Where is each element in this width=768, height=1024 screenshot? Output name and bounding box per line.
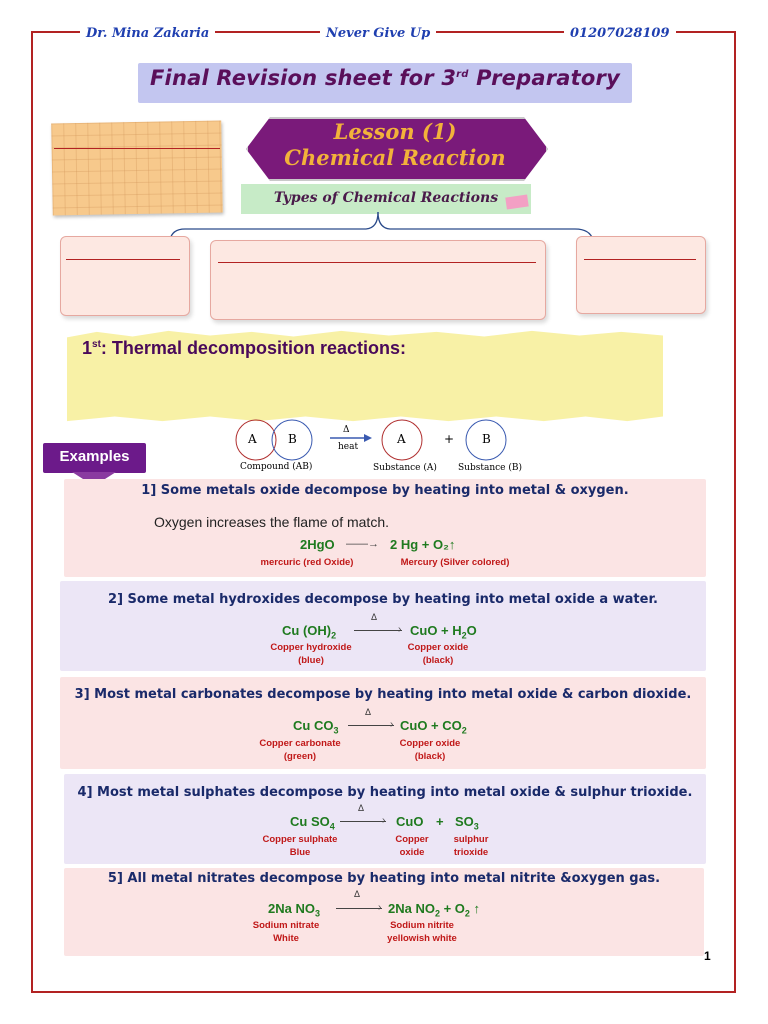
example-4-delta: Δ: [358, 803, 365, 813]
example-2-arrowhead: ›: [398, 624, 402, 635]
example-1-arrow: ——→: [346, 538, 379, 550]
example-4-product-b: $SO_3$: [455, 814, 479, 832]
type-box-2: [210, 240, 546, 320]
example-5-reactant: 2Na $NO_3$: [268, 901, 320, 919]
example-3-label-right-color: (black): [414, 751, 446, 762]
example-3-label-left-name: Copper carbonate: [259, 738, 341, 749]
section-heading: [82, 338, 406, 359]
types-heading: Types of Chemical Reactions: [273, 190, 499, 206]
example-2-label-left: [256, 641, 366, 667]
example-3-label-left-color: (green): [283, 751, 317, 762]
example-5-arrowhead: ›: [378, 902, 382, 913]
example-4-label-left-color: Blue: [289, 847, 311, 858]
label-compound: Compound (AB): [240, 462, 313, 472]
example-5-delta: Δ: [354, 889, 361, 899]
example-4-label-mid-1: Copper: [395, 834, 429, 845]
example-4-plus: +: [436, 814, 444, 829]
example-4-arrowhead: ›: [382, 815, 386, 826]
diagram-heat: heat: [338, 442, 359, 452]
example-3-reactant: Cu $CO_3$: [293, 718, 339, 736]
title-sup: rd: [456, 69, 469, 80]
example-4-label-mid: [387, 833, 437, 859]
example-2-delta: Δ: [371, 612, 378, 622]
example-4-label-mid-2: oxide: [399, 847, 425, 858]
label-substance-b: Substance (B): [458, 463, 522, 473]
diagram-a: A: [248, 432, 257, 446]
example-4-label-right-1: sulphur: [453, 834, 489, 845]
example-5-label-right-name: Sodium nitrite: [390, 920, 454, 931]
page-number: 1: [704, 949, 711, 963]
example-4-arrow: [340, 821, 386, 822]
example-5-label-right: [372, 919, 472, 945]
example-5-statement: 5] All metal nitrates decompose by heating into metal nitrite &oxygen gas.: [107, 871, 661, 886]
example-1-reactant: 2HgO: [300, 537, 335, 552]
diagram-b-product: B: [482, 432, 491, 446]
example-5-label-left-color: White: [273, 933, 299, 944]
section-ordinal: 1: [82, 338, 93, 358]
diagram-delta: Δ: [343, 425, 350, 435]
example-4-label-right: [446, 833, 496, 859]
example-3-delta: Δ: [365, 707, 372, 717]
example-3-label-right: [380, 737, 480, 763]
example-4-label-left: [250, 833, 350, 859]
example-4-statement: 4] Most metal sulphates decompose by heating into metal oxide & sulphur trioxide.: [77, 785, 693, 800]
examples-label: Examples: [43, 443, 146, 473]
example-1-label-right: Mercury (Silver colored): [400, 557, 510, 568]
section-sup: st: [92, 339, 101, 350]
example-4-product-a: CuO: [396, 814, 424, 829]
diagram-plus: +: [444, 432, 455, 446]
diagram-a-product: A: [397, 432, 406, 446]
example-5-arrow: [336, 908, 382, 909]
example-3-label-right-name: Copper oxide: [399, 738, 461, 749]
example-5-label-left: [236, 919, 336, 945]
example-3-label-left: [250, 737, 350, 763]
header-phone: 01207028109: [564, 24, 676, 44]
example-5-label-right-color: yellowish white: [387, 933, 457, 944]
example-3-arrowhead: ›: [390, 719, 394, 730]
type-box-2-line: [218, 262, 536, 263]
example-2-statement: 2] Some metal hydroxides decompose by heating into metal oxide a water.: [108, 592, 658, 607]
example-3-arrow: [348, 725, 394, 726]
example-2-reactant: Cu $(OH)_2$: [282, 623, 337, 641]
lesson-number: Lesson (1): [333, 119, 457, 144]
example-2-label-left-color: (blue): [298, 655, 324, 666]
section-title: : Thermal decomposition reactions:: [100, 338, 406, 358]
example-4-reactant: Cu $SO_4$: [290, 814, 335, 832]
lesson-title: Chemical Reaction: [284, 145, 506, 170]
example-3-products: CuO + $CO_2$: [400, 718, 467, 736]
example-2-label-left-name: Copper hydroxide: [270, 642, 352, 653]
header-author: Dr. Mina Zakaria: [80, 24, 215, 44]
type-box-1: [60, 236, 190, 316]
example-2-label-right-name: Copper oxide: [407, 642, 469, 653]
type-box-3: [576, 236, 706, 314]
example-1-statement: 1] Some metals oxide decompose by heating into metal & oxygen.: [141, 483, 629, 498]
example-4-label-right-2: trioxide: [453, 847, 489, 858]
diagram-b: B: [288, 432, 297, 446]
title-main: Final Revision sheet for 3: [150, 66, 457, 90]
example-1-label-left: mercuric (red Oxide): [260, 557, 354, 568]
example-2-arrow: [354, 630, 402, 631]
example-2-label-right: [388, 641, 488, 667]
example-1-products: 2 Hg + O₂↑: [390, 537, 456, 552]
example-3-statement: 3] Most metal carbonates decompose by heating into metal oxide & carbon dioxide.: [74, 687, 692, 702]
example-1-note: Oxygen increases the flame of match.: [154, 514, 389, 530]
type-box-1-line: [66, 259, 180, 260]
header-motto: Never Give Up: [320, 24, 436, 44]
example-2-products: CuO + $H_2O$: [410, 623, 477, 641]
label-substance-a: Substance (A): [373, 463, 437, 473]
example-5-label-left-name: Sodium nitrate: [252, 920, 320, 931]
example-2-label-right-color: (black): [422, 655, 454, 666]
example-4-label-left-name: Copper sulphate: [262, 834, 338, 845]
example-5-products: 2Na $NO_2 + O_2$ ↑: [388, 901, 481, 919]
type-box-3-line: [584, 259, 696, 260]
title-suffix: Preparatory: [468, 66, 620, 90]
